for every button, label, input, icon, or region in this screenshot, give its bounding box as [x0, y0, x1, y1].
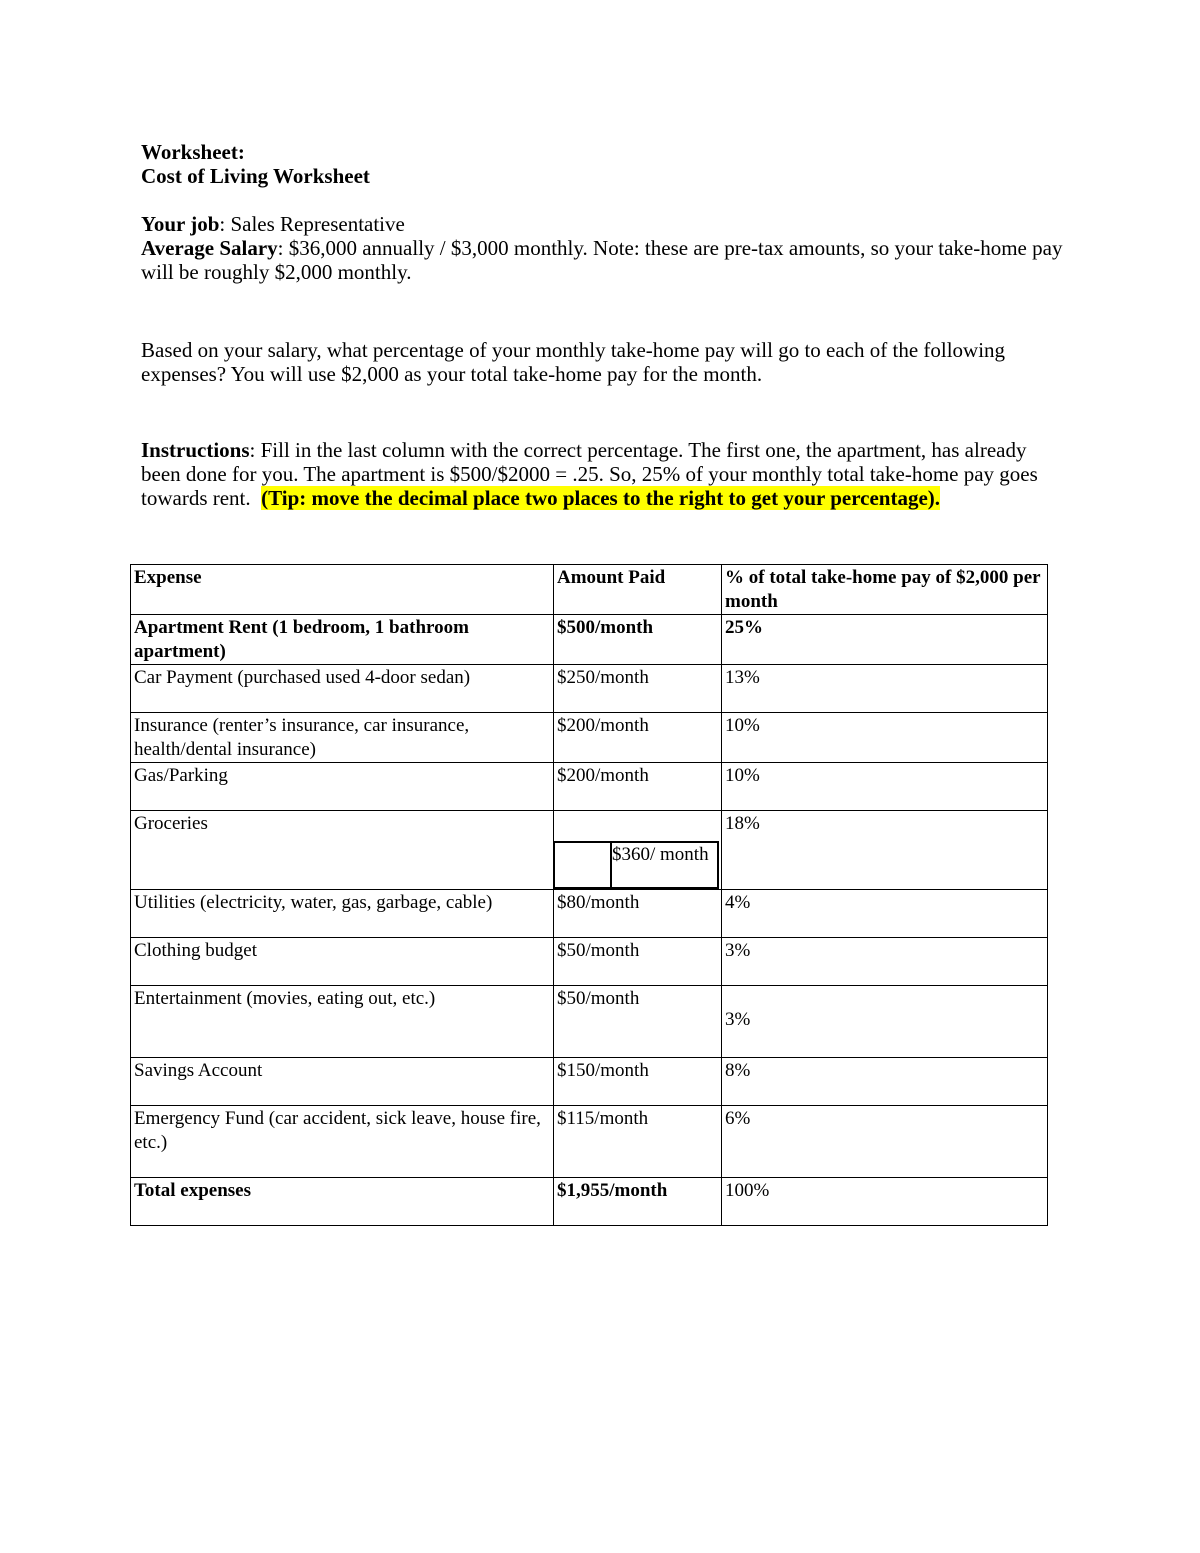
table-row	[131, 1058, 1048, 1106]
worksheet-label: Worksheet:	[141, 140, 245, 164]
amount-cell: $50/month	[554, 938, 722, 986]
table-row	[131, 665, 1048, 713]
table-row	[131, 763, 1048, 811]
expense-cell: Clothing budget	[131, 938, 554, 986]
percent-cell[interactable]: 13%	[722, 665, 1048, 713]
groceries-amount: $360/ month	[612, 844, 709, 865]
amount-cell: $115/month	[554, 1106, 722, 1178]
percent-cell[interactable]: 8%	[722, 1058, 1048, 1106]
percent-cell[interactable]: 4%	[722, 890, 1048, 938]
expense-cell: Emergency Fund (car accident, sick leave, house fire, etc.)	[131, 1106, 554, 1178]
expense-cell: Savings Account	[131, 1058, 554, 1106]
expense-cell: Gas/Parking	[131, 763, 554, 811]
percent-cell[interactable]: 10%	[722, 713, 1048, 763]
amount-cell: $200/month	[554, 763, 722, 811]
job-label: Your job	[141, 212, 220, 236]
amount-cell: $150/month	[554, 1058, 722, 1106]
amount-cell: $200/month	[554, 713, 722, 763]
worksheet-text	[141, 140, 1066, 510]
instructions-label: Instructions	[141, 438, 250, 462]
amount-cell: $250/month	[554, 665, 722, 713]
expense-cell: Apartment Rent (1 bedroom, 1 bathroom apartment)	[131, 615, 554, 665]
amount-cell: $80/month	[554, 890, 722, 938]
instructions-paragraph	[141, 438, 1066, 510]
expense-cell: Insurance (renter’s insurance, car insurance, health/dental insurance)	[131, 713, 554, 763]
percent-cell[interactable]: 3%	[722, 938, 1048, 986]
expense-cell: Groceries	[131, 811, 554, 890]
amount-cell: $50/month	[554, 986, 722, 1058]
salary-value: : $36,000 annually / $3,000 monthly. Note: these are pre-tax amounts, so your take-home pay will be roughly $2,000 monthly.	[141, 236, 1063, 284]
percent-cell[interactable]: 25%	[722, 615, 1048, 665]
table-total-row	[131, 1178, 1048, 1226]
question-text: Based on your salary, what percentage of your monthly take-home pay will go to each of the following expenses? You will use $2,000 as your total take-home pay for the month.	[141, 338, 1006, 386]
amount-cell: $500/month	[554, 615, 722, 665]
total-amount: $1,955/month	[554, 1178, 722, 1226]
header-amount: Amount Paid	[554, 565, 722, 615]
percent-cell[interactable]: 6%	[722, 1106, 1048, 1178]
total-label: Total expenses	[131, 1178, 554, 1226]
table-row	[131, 713, 1048, 763]
header-expense: Expense	[131, 565, 554, 615]
expense-cell: Utilities (electricity, water, gas, garbage, cable)	[131, 890, 554, 938]
percent-cell[interactable]: 18%	[722, 811, 1048, 890]
header-percent: % of total take-home pay of $2,000 per month	[722, 565, 1048, 615]
table-row	[131, 615, 1048, 665]
table-row	[131, 1106, 1048, 1178]
groceries-amount-box	[553, 841, 719, 889]
total-percent[interactable]: 100%	[722, 1178, 1048, 1226]
percent-cell[interactable]: 10%	[722, 763, 1048, 811]
job-value: : Sales Representative	[219, 212, 405, 236]
amount-cell	[554, 811, 722, 890]
table-row	[131, 890, 1048, 938]
salary-line	[141, 236, 1066, 284]
percent-cell[interactable]: 3%	[722, 986, 1048, 1058]
expense-cell: Entertainment (movies, eating out, etc.)	[131, 986, 554, 1058]
job-line	[141, 212, 1066, 236]
table-header-row	[131, 565, 1048, 615]
salary-label: Average Salary	[141, 236, 278, 260]
table-row	[131, 938, 1048, 986]
tip-highlight: (Tip: move the decimal place two places to the right to get your percentage).	[261, 486, 941, 510]
expense-table	[130, 564, 1048, 1226]
table-row	[131, 986, 1048, 1058]
table-row	[131, 811, 1048, 890]
page-title: Cost of Living Worksheet	[141, 164, 370, 188]
expense-cell: Car Payment (purchased used 4-door sedan)	[131, 665, 554, 713]
instructions-text: : Fill in the last column with the correct percentage. The first one, the apartment, has already been done for you. The apartment is $500/$2000 = .25. So, 25% of your monthly total take-home pay goes towards rent.	[141, 438, 1038, 510]
